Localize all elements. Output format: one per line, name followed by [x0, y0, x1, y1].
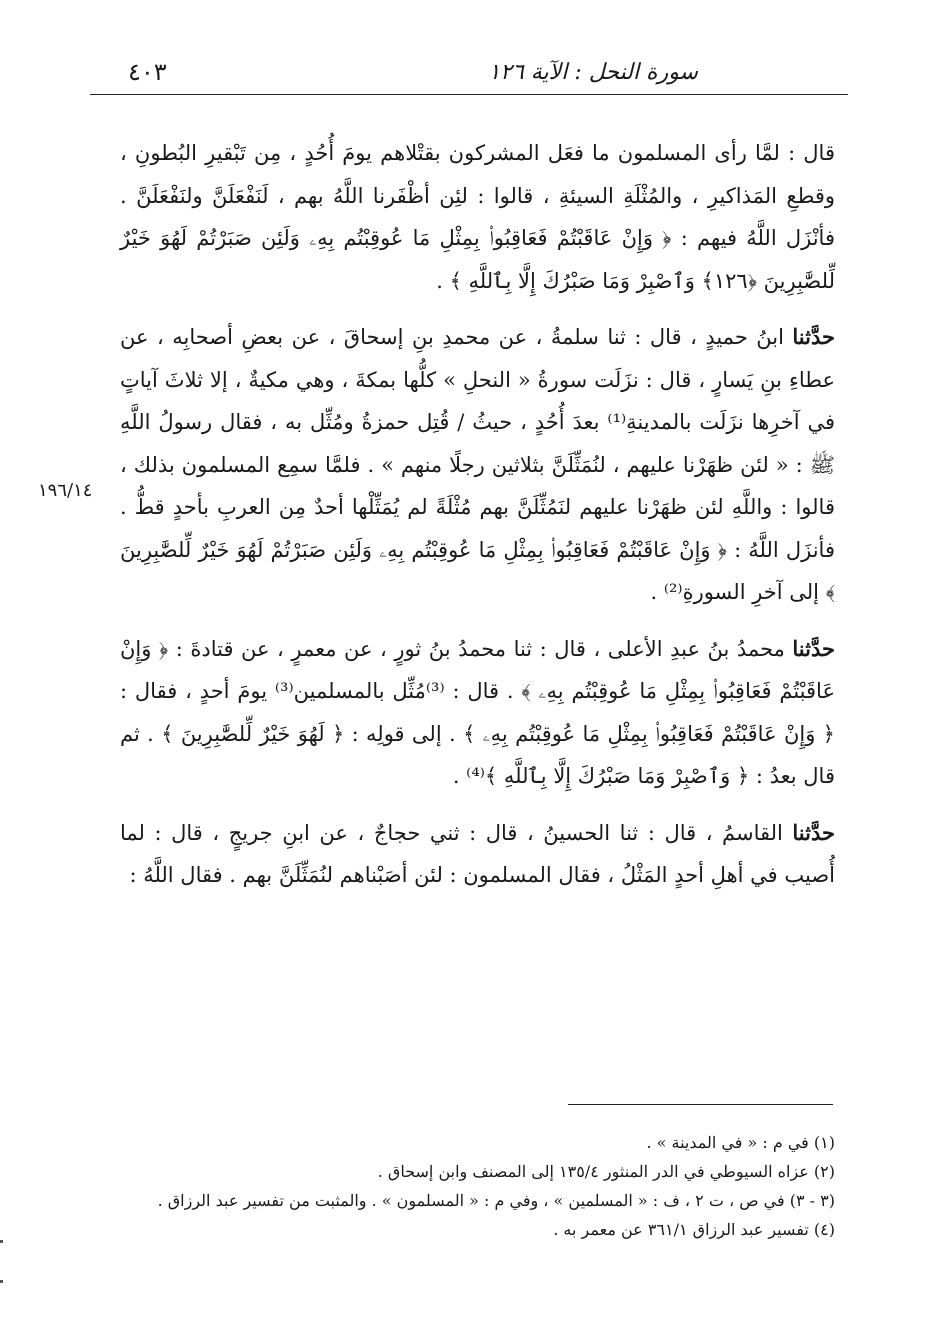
footnote: (٤) تفسير عبد الرزاق ٣٦١/١ عن معمر به . [553, 1220, 835, 1239]
page-header [90, 52, 848, 95]
paragraph [120, 316, 835, 614]
scan-mark [0, 1240, 3, 1243]
paragraph [120, 812, 835, 897]
paragraph-lead: حدَّثنا [792, 324, 835, 349]
paragraph-text: قال : لمَّا رأى المسلمون ما فعَل المشركون بقتْلاهم يومَ أُحُدٍ ، مِن تَبْقيرِ البُطونِ ، وقطعِ المَذاكيرِ ، والمُثْلَةِ السيئةِ ، قالوا : لئِن أظْفَرنا اللَّهُ بهم ، لَنَفْعَلَنَّ ولنَفْعَلَنَّ . فأنْزَل اللَّهُ فيهم : ﴿ وَإِنْ عَاقَبْتُمْ فَعَاقِبُوا۟ بِمِثْلِ مَا عُوقِبْتُم بِهِۦ وَلَئِن صَبَرْتُمْ لَهُوَ خَيْرٌ لِّلصَّٰبِرِينَ ﴿١٢٦﴾ وَٱصْبِرْ وَمَا صَبْرُكَ إِلَّا بِٱللَّهِ ﴾ . [120, 141, 835, 293]
main-text [120, 132, 835, 911]
footnote: (٣ - ٣) في ص ، ت ٢ ، ف : « المسلمين » ، وفي م : « المسلمون » . والمثبت من تفسير عبد الرزاق . [157, 1191, 835, 1210]
footnote-divider [568, 1104, 833, 1105]
page-number: ٤٠٣ [128, 58, 167, 86]
paragraph [120, 132, 835, 302]
footnote: (٢) عزاه السيوطي في الدر المنثور ١٣٥/٤ إلى المصنف وابن إسحاق . [377, 1162, 835, 1181]
footnotes [120, 1128, 835, 1244]
margin-reference: ١٩٦/١٤ [38, 480, 93, 501]
paragraph-text: محمدُ بنُ عبدِ الأعلى ، قال : ثنا محمدُ بنُ ثورٍ ، عن معمرٍ ، عن قتادةَ : ﴿ وَإِنْ عَاقَبْتُمْ فَعَاقِبُوا۟ بِمِثْلِ مَا عُوقِبْتُم بِهِۦ ﴾ . قال : ⁽³⁾مُثِّل بالمسلمين⁽³⁾ يومَ أحدٍ ، فقال : ﴿ وَإِنْ عَاقَبْتُمْ فَعَاقِبُوا۟ بِمِثْلِ مَا عُوقِبْتُم بِهِۦ ﴾ . إلى قولِه : ﴿ لَهُوَ خَيْرٌ لِّلصَّٰبِرِينَ ﴾ . ثم قال بعدُ : ﴿ وَٱصْبِرْ وَمَا صَبْرُكَ إِلَّا بِٱللَّهِ ﴾⁽⁴⁾ . [120, 636, 835, 788]
paragraph-lead: حدَّثنا [792, 819, 835, 845]
paragraph-lead: حدَّثنا [792, 635, 835, 661]
running-title: سورة النحل : الآية ١٢٦ [488, 60, 698, 85]
paragraph-text: القاسمُ ، قال : ثنا الحسينُ ، قال : ثني حجاجٌ ، عن ابنِ جريجٍ ، قال : لما أُصيب في أهلِ أحدٍ المَثْلُ ، فقال المسلمون : لئن أصَبْناهم لنُمَثِّلَنَّ بهم . فقال اللَّهُ : [120, 820, 835, 887]
paragraph-text: ابنُ حميدٍ ، قال : ثنا سلمةُ ، عن محمدِ بنِ إسحاقَ ، عن بعضِ أصحابِه ، عن عطاءِ بنِ يَسارٍ ، قال : نزَلَت سورةُ « النحلِ » كلُّها بمكةَ ، وهي مكيةٌ ، إلا ثلاثَ آياتٍ في آخرِها نزَلَت بالمدينةِ⁽¹⁾ بعدَ أُحُدٍ ، حيثُ / قُتِل حمزةُ ومُثِّل به ، فقال رسولُ اللَّهِ ﷺ : « لئن ظهَرْنا عليهم ، لنُمَثِّلَنَّ بثلاثين رجلًا منهم » . فلمَّا سمِع المسلمون بذلك ، قالوا : واللَّهِ لئن ظهَرْنا عليهم لنَمُثِّلَنَّ بهم مُثْلَةً لم يُمَثِّلْها أحدٌ مِن العربِ بأحدٍ قطُّ . فأنزَل اللَّهُ : ﴿ وَإِنْ عَاقَبْتُمْ فَعَاقِبُوا۟ بِمِثْلِ مَا عُوقِبْتُم بِهِۦ وَلَئِن صَبَرْتُمْ لَهُوَ خَيْرٌ لِّلصَّٰبِرِينَ ﴾ إلى آخرِ السورةِ⁽²⁾ . [120, 325, 835, 604]
footnote: (١) في م : « في المدينة » . [646, 1133, 835, 1152]
paragraph [120, 628, 835, 798]
scan-mark [0, 1280, 3, 1283]
